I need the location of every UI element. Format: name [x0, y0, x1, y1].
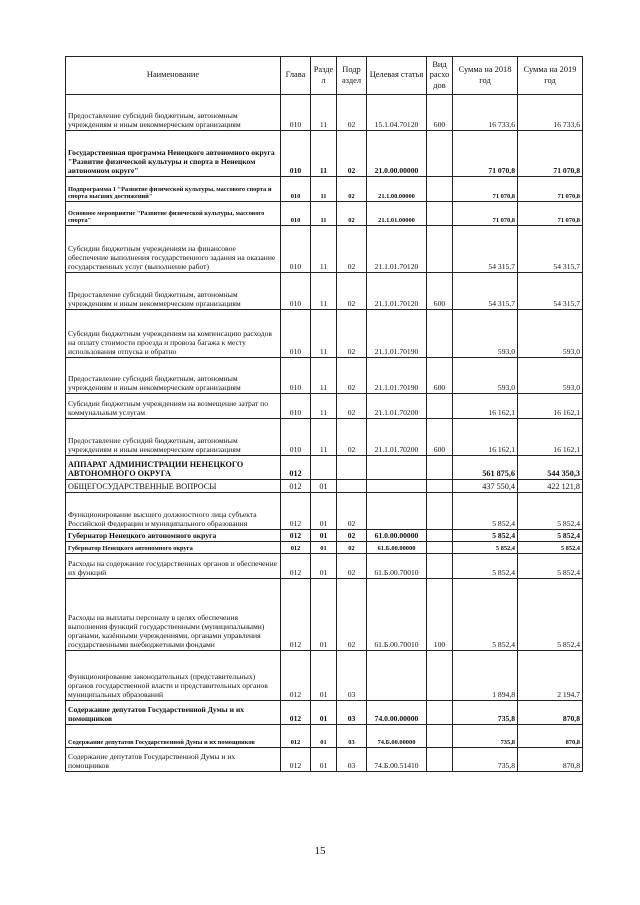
- row-glava: 012: [281, 493, 311, 530]
- table-row: [66, 651, 583, 701]
- row-target: 74.0.00.00000: [367, 701, 427, 725]
- row-podrazdel: 02: [337, 493, 367, 530]
- row-podrazdel: 02: [337, 202, 367, 226]
- row-name: Предоставление субсидий бюджетным, автономным учреждениям и иным некоммерческим организациям: [66, 273, 281, 310]
- row-name: Основное мероприятие "Развитие физической культуры, массового спорта": [66, 202, 281, 226]
- table-row: [66, 542, 583, 554]
- row-target: [367, 480, 427, 493]
- row-sum-2019: 2 194,7: [518, 651, 583, 701]
- row-name: ОБЩЕГОСУДАРСТВЕННЫЕ ВОПРОСЫ: [66, 480, 281, 493]
- row-target: [367, 493, 427, 530]
- page-number: 15: [314, 845, 326, 857]
- row-vid: [427, 554, 453, 579]
- row-sum-2018: 71 070,8: [453, 202, 518, 226]
- row-vid: [427, 542, 453, 554]
- row-vid: 600: [427, 95, 453, 131]
- row-vid: [427, 493, 453, 530]
- row-glava: 010: [281, 95, 311, 131]
- row-sum-2019: 54 315,7: [518, 273, 583, 310]
- row-sum-2018: 735,8: [453, 701, 518, 725]
- row-razdel: 01: [311, 748, 337, 772]
- row-sum-2019: 593,0: [518, 310, 583, 358]
- row-vid: [427, 131, 453, 177]
- row-target: 21.1.01.70200: [367, 419, 427, 456]
- row-podrazdel: 02: [337, 226, 367, 273]
- row-vid: [427, 226, 453, 273]
- row-vid: [427, 480, 453, 493]
- row-sum-2018: 561 875,6: [453, 456, 518, 480]
- row-razdel: 11: [311, 358, 337, 394]
- row-name: Содержание депутатов Государственной Думы и их помощников: [66, 701, 281, 725]
- row-glava: 010: [281, 202, 311, 226]
- row-sum-2018: 54 315,7: [453, 273, 518, 310]
- row-sum-2018: 5 852,4: [453, 542, 518, 554]
- row-sum-2019: 544 350,3: [518, 456, 583, 480]
- table-row: [66, 493, 583, 530]
- row-target: 21.0.00.00000: [367, 131, 427, 177]
- table-row: [66, 310, 583, 358]
- row-name: Содержание депутатов Государственной Думы и их помощников: [66, 748, 281, 772]
- row-razdel: 01: [311, 530, 337, 542]
- row-glava: 012: [281, 542, 311, 554]
- row-podrazdel: 02: [337, 394, 367, 419]
- row-name: Предоставление субсидий бюджетным, автономным учреждениям и иным некоммерческим организациям: [66, 358, 281, 394]
- row-razdel: 01: [311, 480, 337, 493]
- row-name: Предоставление субсидий бюджетным, автономным учреждениям и иным некоммерческим организациям: [66, 95, 281, 131]
- row-name: АППАРАТ АДМИНИСТРАЦИИ НЕНЕЦКОГО АВТОНОМНОГО ОКРУГА: [66, 456, 281, 480]
- header-razdel: Разде л: [311, 57, 337, 95]
- header-target: Целевая статья: [367, 57, 427, 95]
- row-podrazdel: 03: [337, 701, 367, 725]
- row-glava: 010: [281, 273, 311, 310]
- header-glava: Глава: [281, 57, 311, 95]
- row-target: 21.1.01.70200: [367, 394, 427, 419]
- header-podrazdel: Подр аздел: [337, 57, 367, 95]
- row-podrazdel: [337, 456, 367, 480]
- row-razdel: 11: [311, 394, 337, 419]
- table-row: [66, 456, 583, 480]
- header-name: Наименование: [66, 57, 281, 95]
- row-target: 61.Б.00.70010: [367, 554, 427, 579]
- row-sum-2018: 5 852,4: [453, 493, 518, 530]
- row-sum-2018: 5 852,4: [453, 579, 518, 651]
- row-glava: 012: [281, 579, 311, 651]
- row-sum-2018: 593,0: [453, 358, 518, 394]
- row-razdel: 01: [311, 701, 337, 725]
- row-vid: [427, 310, 453, 358]
- row-sum-2019: 5 852,4: [518, 530, 583, 542]
- row-podrazdel: 02: [337, 131, 367, 177]
- row-vid: [427, 456, 453, 480]
- row-razdel: 11: [311, 131, 337, 177]
- row-glava: 012: [281, 651, 311, 701]
- row-vid: 100: [427, 579, 453, 651]
- row-sum-2019: 870,8: [518, 725, 583, 748]
- row-razdel: 01: [311, 493, 337, 530]
- table-row: [66, 177, 583, 202]
- row-sum-2019: 71 070,8: [518, 177, 583, 202]
- row-sum-2019: 870,8: [518, 701, 583, 725]
- row-name: Подпрограмма 1 "Развитие физической культуры, массового спорта и спорта высших достижений": [66, 177, 281, 202]
- row-glava: 012: [281, 530, 311, 542]
- row-sum-2018: 71 070,8: [453, 131, 518, 177]
- row-razdel: 11: [311, 273, 337, 310]
- row-razdel: 11: [311, 419, 337, 456]
- row-name: Функционирование законодательных (представительных) органов государственной власти и представительных органов муниципальных образований: [66, 651, 281, 701]
- row-podrazdel: 02: [337, 177, 367, 202]
- row-vid: [427, 748, 453, 772]
- row-vid: [427, 394, 453, 419]
- table-row: [66, 95, 583, 131]
- row-glava: 010: [281, 394, 311, 419]
- table-row: [66, 554, 583, 579]
- row-sum-2019: 5 852,4: [518, 579, 583, 651]
- row-sum-2019: 593,0: [518, 358, 583, 394]
- row-sum-2019: 5 852,4: [518, 554, 583, 579]
- row-target: 21.1.00.00000: [367, 177, 427, 202]
- header-vid: Вид расхо дов: [427, 57, 453, 95]
- row-sum-2018: 5 852,4: [453, 530, 518, 542]
- row-podrazdel: 02: [337, 419, 367, 456]
- row-sum-2018: 437 550,4: [453, 480, 518, 493]
- row-target: 21.1.01.70120: [367, 273, 427, 310]
- row-vid: 600: [427, 419, 453, 456]
- row-target: [367, 456, 427, 480]
- row-razdel: 11: [311, 177, 337, 202]
- row-razdel: 01: [311, 725, 337, 748]
- header-sum-2019: Сумма на 2019 год: [518, 57, 583, 95]
- row-sum-2019: 54 315,7: [518, 226, 583, 273]
- table-row: [66, 530, 583, 542]
- table-row: [66, 358, 583, 394]
- row-sum-2018: 593,0: [453, 310, 518, 358]
- row-razdel: 11: [311, 310, 337, 358]
- row-razdel: 11: [311, 226, 337, 273]
- row-target: 61.0.00.00000: [367, 530, 427, 542]
- row-razdel: 11: [311, 202, 337, 226]
- row-podrazdel: 02: [337, 310, 367, 358]
- row-podrazdel: 02: [337, 579, 367, 651]
- row-name: Расходы на выплаты персоналу в целях обеспечения выполнения функций государственными (муниципальными) органами, казёнными учреждениями, органами управления государственными внебюджетными фондами: [66, 579, 281, 651]
- table-row: [66, 701, 583, 725]
- row-podrazdel: 02: [337, 530, 367, 542]
- row-sum-2019: 71 070,8: [518, 202, 583, 226]
- row-razdel: 01: [311, 651, 337, 701]
- row-podrazdel: 03: [337, 725, 367, 748]
- row-glava: 012: [281, 701, 311, 725]
- row-sum-2019: 16 162,1: [518, 394, 583, 419]
- row-name: Субсидии бюджетным учреждениям на компенсацию расходов на оплату стоимости проезда и провоза багажа к месту использования отпуска и обратно: [66, 310, 281, 358]
- row-name: Субсидии бюджетным учреждениям на финансовое обеспечение выполнения государственного задания на оказание государственных услуг (выполнение работ): [66, 226, 281, 273]
- row-glava: 010: [281, 419, 311, 456]
- row-glava: 012: [281, 480, 311, 493]
- table-row: [66, 131, 583, 177]
- row-razdel: 01: [311, 554, 337, 579]
- row-podrazdel: 02: [337, 554, 367, 579]
- table-row: [66, 725, 583, 748]
- table-header-row: [66, 57, 583, 95]
- table-row: [66, 202, 583, 226]
- row-sum-2018: 1 894,8: [453, 651, 518, 701]
- row-glava: 012: [281, 554, 311, 579]
- row-podrazdel: 02: [337, 95, 367, 131]
- row-sum-2019: 71 070,8: [518, 131, 583, 177]
- row-sum-2019: 5 852,4: [518, 493, 583, 530]
- row-vid: [427, 725, 453, 748]
- row-glava: 010: [281, 177, 311, 202]
- row-razdel: [311, 456, 337, 480]
- row-glava: 012: [281, 725, 311, 748]
- row-target: 74.Б.00.51410: [367, 748, 427, 772]
- row-podrazdel: [337, 480, 367, 493]
- row-target: 21.1.01.70190: [367, 310, 427, 358]
- row-glava: 010: [281, 358, 311, 394]
- row-podrazdel: 02: [337, 542, 367, 554]
- row-sum-2019: 422 121,8: [518, 480, 583, 493]
- row-glava: 010: [281, 226, 311, 273]
- row-podrazdel: 03: [337, 651, 367, 701]
- row-sum-2018: 54 315,7: [453, 226, 518, 273]
- row-glava: 012: [281, 748, 311, 772]
- table-row: [66, 748, 583, 772]
- row-sum-2018: 71 070,8: [453, 177, 518, 202]
- budget-table: [65, 56, 583, 772]
- row-sum-2019: 16 733,6: [518, 95, 583, 131]
- row-target: 21.1.01.00000: [367, 202, 427, 226]
- row-podrazdel: 02: [337, 358, 367, 394]
- row-target: 61.Б.00.00000: [367, 542, 427, 554]
- row-sum-2018: 16 162,1: [453, 419, 518, 456]
- row-vid: [427, 701, 453, 725]
- row-target: [367, 651, 427, 701]
- row-vid: [427, 202, 453, 226]
- row-name: Функционирование высшего должностного лица субъекта Российской Федерации и муниципального образования: [66, 493, 281, 530]
- table-row: [66, 226, 583, 273]
- row-sum-2018: 16 162,1: [453, 394, 518, 419]
- row-sum-2018: 5 852,4: [453, 554, 518, 579]
- row-name: Субсидии бюджетным учреждениям на возмещение затрат по коммунальным услугам: [66, 394, 281, 419]
- row-name: Расходы на содержание государственных органов и обеспечение их функций: [66, 554, 281, 579]
- row-vid: [427, 651, 453, 701]
- row-vid: 600: [427, 273, 453, 310]
- row-target: 61.Б.00.70010: [367, 579, 427, 651]
- row-sum-2019: 16 162,1: [518, 419, 583, 456]
- row-glava: 010: [281, 131, 311, 177]
- row-sum-2019: 870,8: [518, 748, 583, 772]
- row-name: Государственная программа Ненецкого автономного округа "Развитие физической культуры и спорта в Ненецком автономном округе": [66, 131, 281, 177]
- table-row: [66, 480, 583, 493]
- row-razdel: 01: [311, 542, 337, 554]
- header-sum-2018: Сумма на 2018 год: [453, 57, 518, 95]
- table-row: [66, 273, 583, 310]
- row-glava: 010: [281, 310, 311, 358]
- row-vid: 600: [427, 358, 453, 394]
- row-razdel: 11: [311, 95, 337, 131]
- row-glava: 012: [281, 456, 311, 480]
- table-row: [66, 394, 583, 419]
- row-name: Содержание депутатов Государственной Думы и их помощников: [66, 725, 281, 748]
- row-sum-2019: 5 852,4: [518, 542, 583, 554]
- row-sum-2018: 735,8: [453, 748, 518, 772]
- row-sum-2018: 735,8: [453, 725, 518, 748]
- row-name: Губернатор Ненецкого автономного округа: [66, 542, 281, 554]
- table-row: [66, 579, 583, 651]
- row-target: 15.1.04.70120: [367, 95, 427, 131]
- row-vid: [427, 177, 453, 202]
- row-sum-2018: 16 733,6: [453, 95, 518, 131]
- row-name: Губернатор Ненецкого автономного округа: [66, 530, 281, 542]
- row-target: 21.1.01.70120: [367, 226, 427, 273]
- row-name: Предоставление субсидий бюджетным, автономным учреждениям и иным некоммерческим организациям: [66, 419, 281, 456]
- row-podrazdel: 03: [337, 748, 367, 772]
- row-podrazdel: 02: [337, 273, 367, 310]
- row-target: 21.1.01.70190: [367, 358, 427, 394]
- row-vid: [427, 530, 453, 542]
- row-target: 74.Б.00.00000: [367, 725, 427, 748]
- table-row: [66, 419, 583, 456]
- row-razdel: 01: [311, 579, 337, 651]
